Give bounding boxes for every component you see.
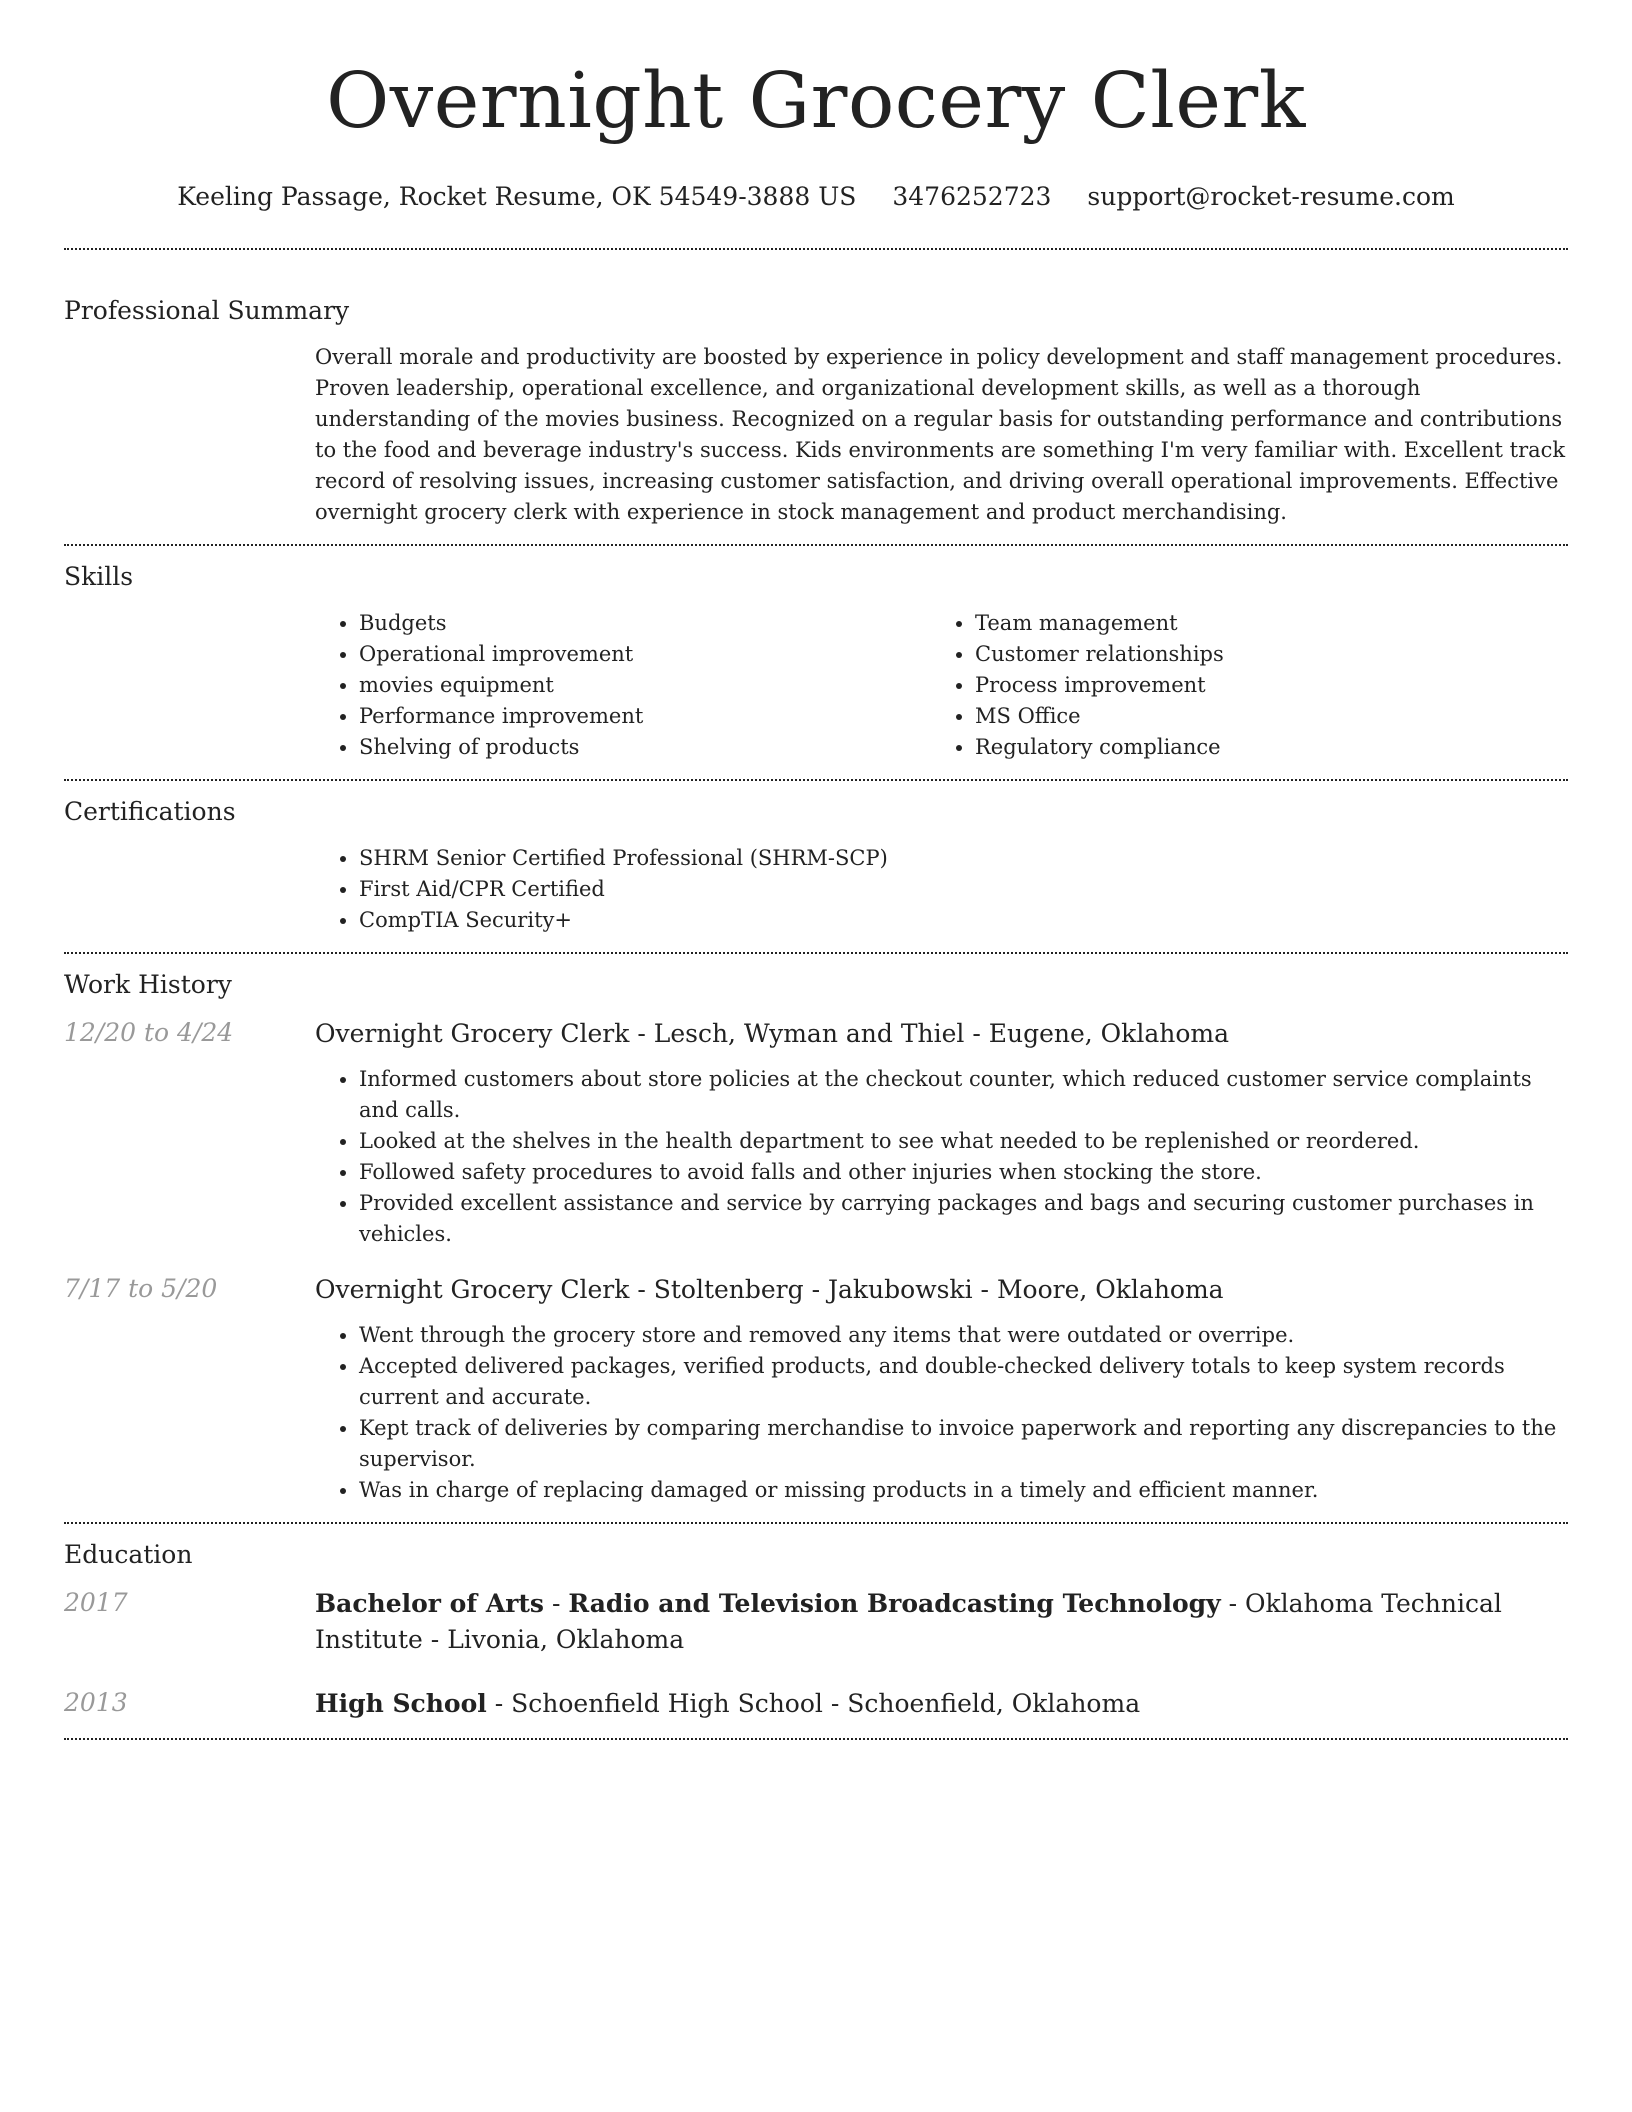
- contact-email: support@rocket-resume.com: [1087, 182, 1455, 211]
- separator: -: [629, 1019, 654, 1048]
- separator: -: [1220, 1589, 1245, 1618]
- job-location: Eugene, Oklahoma: [988, 1019, 1229, 1048]
- job-dates: 7/17 to 5/20: [64, 1274, 218, 1303]
- skill-item: • Shelving of products: [359, 732, 931, 763]
- skill-item: • Operational improvement: [359, 639, 931, 670]
- candidate-name: Overnight Grocery Clerk: [326, 57, 1306, 146]
- job-bullet: • Was in charge of replacing damaged or missing products in a timely and efficient manner.: [359, 1475, 1568, 1506]
- job-bullets: [315, 1064, 1568, 1250]
- certifications-section: [64, 781, 1568, 952]
- job-bullet: • Accepted delivered packages, verified products, and double-checked delivery totals to keep system records current and accurate.: [359, 1351, 1568, 1413]
- skill-item: • Process improvement: [975, 670, 1547, 701]
- skills-grid: [315, 608, 1568, 763]
- education-heading: Education: [64, 1540, 193, 1569]
- contact-phone: 3476252723: [892, 182, 1052, 211]
- education-field: Radio and Television Broadcasting Technology: [568, 1589, 1221, 1618]
- job-employer: Lesch, Wyman and Thiel: [653, 1019, 965, 1048]
- job-heading: [315, 1272, 1568, 1308]
- summary-section: [64, 250, 1568, 544]
- skill-item: • Regulatory compliance: [975, 732, 1547, 763]
- education-heading-line: [315, 1586, 1568, 1658]
- job-bullet: • Went through the grocery store and removed any items that were outdated or overripe.: [359, 1320, 1568, 1351]
- education-school: Schoenfield High School: [511, 1689, 823, 1718]
- separator: -: [972, 1275, 997, 1304]
- skills-column-right: [931, 608, 1547, 763]
- skills-list-left: [315, 608, 931, 763]
- education-heading-line: [315, 1686, 1568, 1722]
- job-body: [315, 1016, 1568, 1250]
- skill-item: • Budgets: [359, 608, 931, 639]
- skill-item: • Performance improvement: [359, 701, 931, 732]
- job-bullet: • Followed safety procedures to avoid falls and other injuries when stocking the store.: [359, 1157, 1568, 1188]
- job-body: [315, 1272, 1568, 1506]
- separator: -: [822, 1689, 848, 1718]
- job-title: Overnight Grocery Clerk: [315, 1275, 630, 1304]
- skills-heading: Skills: [64, 562, 134, 591]
- summary-row: [64, 342, 1568, 528]
- job-employer: Stoltenberg - Jakubowski: [653, 1275, 973, 1304]
- work-history-heading: Work History: [64, 970, 232, 999]
- certification-item: • First Aid/CPR Certified: [359, 874, 1568, 905]
- summary-body: [315, 342, 1568, 528]
- summary-text: Overall morale and productivity are boosted by experience in policy development and staff management procedures. Proven leadership, operational excellence, and organizational development skills, as well as a thorough understanding of the movies business. Recognized on a regular basis for outstanding performance and contributions to the food and beverage industry's success. Kids environments are something I'm very familiar with. Excellent track record of resolving issues, increasing customer satisfaction, and driving overall operational improvements. Effective overnight grocery clerk with experience in stock management and product merchandising.: [315, 345, 1566, 524]
- education-section: [64, 1524, 1568, 1738]
- job-bullet: • Provided excellent assistance and service by carrying packages and bags and securing customer purchases in vehicles.: [359, 1188, 1568, 1250]
- education-entry: [64, 1686, 1568, 1722]
- separator: -: [544, 1589, 569, 1618]
- education-school: Oklahoma Technical Institute: [315, 1589, 1502, 1654]
- education-entry: [64, 1586, 1568, 1658]
- job-entry: [64, 1016, 1568, 1250]
- skills-column-left: [315, 608, 931, 763]
- work-history-section: [64, 954, 1568, 1522]
- skills-section: [64, 546, 1568, 779]
- separator: -: [422, 1625, 448, 1654]
- skills-list-right: [931, 608, 1547, 763]
- contact-line: [64, 180, 1568, 214]
- certifications-list: [315, 843, 1568, 936]
- job-entry: [64, 1272, 1568, 1506]
- certification-item: • CompTIA Security+: [359, 905, 1568, 936]
- skill-item: • MS Office: [975, 701, 1547, 732]
- separator: -: [964, 1019, 989, 1048]
- education-year: 2013: [64, 1688, 128, 1717]
- job-bullet: • Looked at the shelves in the health department to see what needed to be replenished or reordered.: [359, 1126, 1568, 1157]
- education-location: Livonia, Oklahoma: [447, 1625, 685, 1654]
- certifications-heading: Certifications: [64, 797, 236, 826]
- skill-item: • movies equipment: [359, 670, 931, 701]
- contact-address: Keeling Passage, Rocket Resume, OK 54549-3888 US: [177, 182, 857, 211]
- job-dates: 12/20 to 4/24: [64, 1018, 234, 1047]
- skill-item: • Customer relationships: [975, 639, 1547, 670]
- job-bullet: • Kept track of deliveries by comparing merchandise to invoice paperwork and reporting any discrepancies to the supervisor.: [359, 1413, 1568, 1475]
- job-title: Overnight Grocery Clerk: [315, 1019, 630, 1048]
- education-year: 2017: [64, 1588, 128, 1617]
- separator: -: [486, 1689, 512, 1718]
- job-bullet: • Informed customers about store policies at the checkout counter, which reduced customer service complaints and calls.: [359, 1064, 1568, 1126]
- separator: -: [629, 1275, 654, 1304]
- certification-item: • SHRM Senior Certified Professional (SHRM-SCP): [359, 843, 1568, 874]
- certifications-row: [64, 843, 1568, 936]
- job-heading: [315, 1016, 1568, 1052]
- job-bullets: [315, 1320, 1568, 1506]
- education-location: Schoenfield, Oklahoma: [847, 1689, 1141, 1718]
- education-degree: High School: [315, 1689, 487, 1718]
- skills-row: [64, 608, 1568, 763]
- summary-heading: Professional Summary: [64, 296, 350, 325]
- education-degree: Bachelor of Arts: [315, 1589, 545, 1618]
- job-location: Moore, Oklahoma: [996, 1275, 1224, 1304]
- section-divider: [64, 1738, 1568, 1740]
- skill-item: • Team management: [975, 608, 1547, 639]
- certifications-body: [315, 843, 1568, 936]
